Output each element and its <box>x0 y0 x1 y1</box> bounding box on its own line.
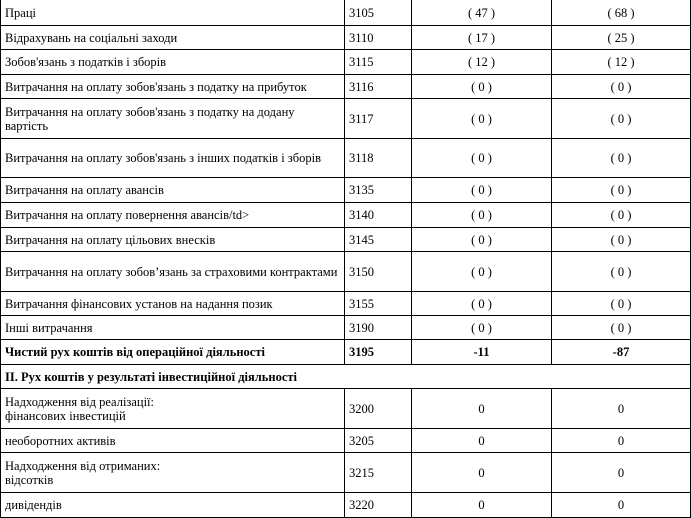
row-name-text: Надходження від реалізації: фінансових інвестицій <box>5 394 155 423</box>
row-previous-value: 0 <box>552 493 691 518</box>
row-code: 3145 <box>345 228 412 252</box>
row-current-value: 0 <box>412 429 552 453</box>
row-current-value: ( 0 ) <box>412 99 552 139</box>
row-name: Інші витрачання <box>1 316 345 340</box>
row-name: Відрахувань на соціальні заходи <box>1 26 345 50</box>
row-current-value: ( 0 ) <box>412 252 552 292</box>
row-previous-value: ( 0 ) <box>552 292 691 316</box>
table-row <box>1 292 691 316</box>
table-row <box>1 75 691 99</box>
row-code: 3220 <box>345 493 412 518</box>
row-name: Витрачання на оплату цільових внесків <box>1 228 345 252</box>
row-current-value: ( 0 ) <box>412 75 552 99</box>
row-name: дивідендів <box>1 493 345 518</box>
row-previous-value: ( 0 ) <box>552 252 691 292</box>
table-row <box>1 429 691 453</box>
table-row <box>1 99 691 139</box>
table-row <box>1 493 691 518</box>
row-current-value: ( 0 ) <box>412 139 552 178</box>
row-code: 3110 <box>345 26 412 50</box>
row-previous-value: ( 68 ) <box>552 0 691 26</box>
table-row <box>1 0 691 26</box>
section-title: II. Рух коштів у результаті інвестиційної діяльності <box>1 365 691 389</box>
row-name: Витрачання на оплату зобов'язань з податку на додану вартість <box>1 99 345 139</box>
row-name: Праці <box>1 0 345 26</box>
row-current-value: ( 17 ) <box>412 26 552 50</box>
row-previous-value: 0 <box>552 453 691 493</box>
table-row <box>1 139 691 178</box>
row-previous-value: ( 0 ) <box>552 316 691 340</box>
table-row <box>1 316 691 340</box>
row-previous-value: 0 <box>552 389 691 429</box>
row-code: 3105 <box>345 0 412 26</box>
row-name: Витрачання на оплату зобов’язань за страховими контрактами <box>1 252 345 292</box>
row-name: Зобов'язань з податків і зборів <box>1 50 345 75</box>
row-name <box>1 389 345 429</box>
table-row <box>1 26 691 50</box>
row-name: Витрачання на оплату повернення авансів/td> <box>1 203 345 228</box>
row-code: 3140 <box>345 203 412 228</box>
table-row <box>1 252 691 292</box>
row-current-value: ( 12 ) <box>412 50 552 75</box>
row-name: Витрачання на оплату зобов'язань з інших податків і зборів <box>1 139 345 178</box>
row-current-value: 0 <box>412 453 552 493</box>
row-current-value: ( 0 ) <box>412 228 552 252</box>
row-previous-value: ( 0 ) <box>552 99 691 139</box>
row-code: 3150 <box>345 252 412 292</box>
table-row <box>1 228 691 252</box>
row-code: 3116 <box>345 75 412 99</box>
row-name: Витрачання фінансових установ на надання позик <box>1 292 345 316</box>
row-name-text: Надходження від отриманих: відсотків <box>5 458 161 487</box>
row-code: 3155 <box>345 292 412 316</box>
row-code: 3215 <box>345 453 412 493</box>
row-name <box>1 453 345 493</box>
row-code: 3190 <box>345 316 412 340</box>
row-name: Чистий рух коштів від операційної діяльності <box>1 340 345 365</box>
row-previous-value: ( 12 ) <box>552 50 691 75</box>
row-code: 3135 <box>345 178 412 203</box>
row-code: 3118 <box>345 139 412 178</box>
table-row-total <box>1 340 691 365</box>
row-previous-value: ( 0 ) <box>552 203 691 228</box>
table-row <box>1 203 691 228</box>
row-previous-value: ( 25 ) <box>552 26 691 50</box>
row-current-value: 0 <box>412 493 552 518</box>
row-current-value: 0 <box>412 389 552 429</box>
table-row <box>1 178 691 203</box>
row-current-value: -11 <box>412 340 552 365</box>
row-previous-value: -87 <box>552 340 691 365</box>
row-name: Витрачання на оплату зобов'язань з податку на прибуток <box>1 75 345 99</box>
table-row <box>1 389 691 429</box>
row-previous-value: ( 0 ) <box>552 139 691 178</box>
row-current-value: ( 0 ) <box>412 316 552 340</box>
row-current-value: ( 0 ) <box>412 203 552 228</box>
row-previous-value: ( 0 ) <box>552 75 691 99</box>
table-row <box>1 453 691 493</box>
row-current-value: ( 0 ) <box>412 178 552 203</box>
row-previous-value: ( 0 ) <box>552 228 691 252</box>
row-code: 3205 <box>345 429 412 453</box>
row-current-value: ( 0 ) <box>412 292 552 316</box>
row-name: Витрачання на оплату авансів <box>1 178 345 203</box>
section-header-row <box>1 365 691 389</box>
row-name: необоротних активів <box>1 429 345 453</box>
row-code: 3195 <box>345 340 412 365</box>
row-previous-value: ( 0 ) <box>552 178 691 203</box>
row-code: 3200 <box>345 389 412 429</box>
row-code: 3117 <box>345 99 412 139</box>
row-current-value: ( 47 ) <box>412 0 552 26</box>
row-code: 3115 <box>345 50 412 75</box>
row-previous-value: 0 <box>552 429 691 453</box>
table-row <box>1 50 691 75</box>
